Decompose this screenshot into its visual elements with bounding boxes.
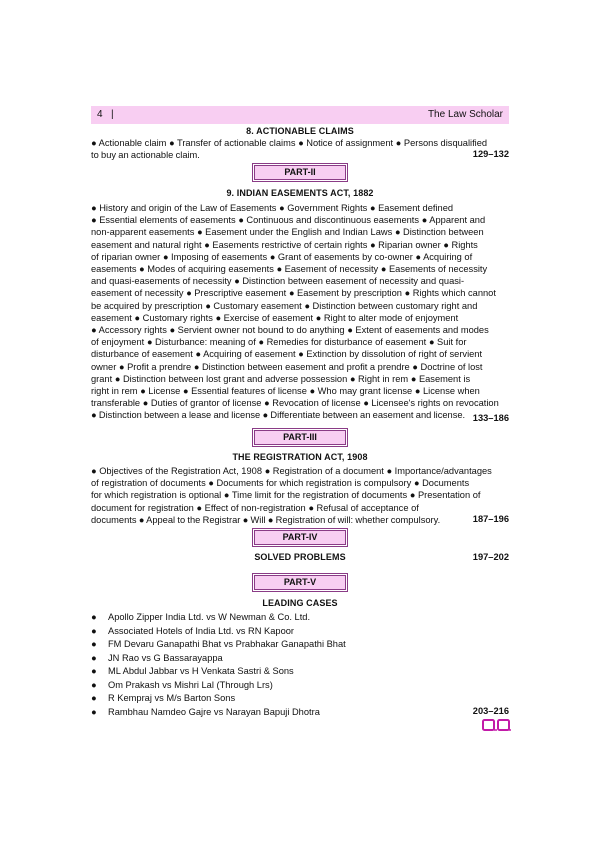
bullet-icon: ● <box>91 679 97 690</box>
registration-act-heading: THE REGISTRATION ACT, 1908 <box>232 452 368 462</box>
case-name: JN Rao vs G Bassarayappa <box>108 652 223 663</box>
topic-line: document for registration ● Effect of non-registration ● Refusal of acceptance of <box>91 502 419 513</box>
topic-line: owner ● Profit a prendre ● Distinction between easement and profit a prendre ● Doctrine of lost <box>91 361 483 372</box>
list-item <box>91 638 509 652</box>
case-name: ML Abdul Jabbar vs H Venkata Sastri & Sons <box>108 666 294 676</box>
topic-line: ● History and origin of the Law of Easements ● Government Rights ● Easement defined <box>91 203 454 213</box>
topic-line: of enjoyment ● Disturbance: meaning of ● Remedies for disturbance of easement ● Suit for <box>91 337 467 348</box>
list-item <box>91 652 509 666</box>
list-item <box>91 625 509 639</box>
topic-line: easements ● Modes of acquiring easements ● Easement of necessity ● Easements of necessity <box>91 264 488 275</box>
registration-act-topics <box>91 465 509 526</box>
solved-problems-pages: 197–202 <box>472 552 509 562</box>
bullet-icon: ● <box>91 625 97 636</box>
leading-cases-pages: 203–216 <box>472 706 509 716</box>
topic-line: right in rem ● License ● Essential features of license ● Who may grant license ● License when <box>91 386 480 397</box>
topic-line: grant ● Distinction between lost grant and adverse possession ● Right in rem ● Easement is <box>91 373 471 384</box>
list-item <box>91 679 509 693</box>
bullet-icon: ● <box>91 639 97 649</box>
part-iv-label: PART-IV <box>254 530 346 545</box>
leading-cases-list <box>91 611 509 719</box>
topic-line: transferable ● Duties of grantor of license ● Revocation of license ● Licensee's rights on revocation <box>91 398 499 409</box>
leading-cases-heading: LEADING CASES <box>262 598 338 608</box>
topic-line: ● Objectives of the Registration Act, 1908 ● Registration of a document ● Importance/advantages <box>91 466 492 476</box>
topic-line: easement ● Customary rights ● Exercise of easement ● Right to alter mode of enjoyment <box>91 312 459 323</box>
bullet-icon: ● <box>91 652 97 663</box>
topic-line: be acquired by prescription ● Customary easement ● Distinction between customary right and <box>91 300 478 311</box>
list-item <box>91 692 509 706</box>
topic-line: and quasi-easements of necessity ● Distinction between easement of necessity and quasi- <box>91 276 465 287</box>
topic-line: for which registration is optional ● Time limit for the registration of documents ● Presentation of <box>91 490 481 501</box>
actionable-claims-pages: 129–132 <box>472 149 509 159</box>
topic-line: of registration of documents ● Documents for which registration is compulsory ● Documents <box>91 478 470 489</box>
running-header <box>91 106 509 124</box>
book-title: The Law Scholar <box>427 109 503 120</box>
case-name: Apollo Zipper India Ltd. vs W Newman & Co. Ltd. <box>108 612 311 622</box>
topic-line: disturbance of easement ● Acquiring of easement ● Extinction by dissolution of right of servient <box>91 349 483 360</box>
list-item <box>91 706 509 720</box>
case-name: Om Prakash vs Mishri Lal (Through Lrs) <box>108 679 273 690</box>
part-iii-label: PART-III <box>254 430 346 445</box>
case-name: FM Devaru Ganapathi Bhat vs Prabhakar Ganapathi Bhat <box>108 639 346 649</box>
solved-problems-heading: SOLVED PROBLEMS <box>254 552 346 562</box>
actionable-claims-topics <box>91 137 509 161</box>
bullet-icon: ● <box>91 612 97 622</box>
easements-act-heading: 9. INDIAN EASEMENTS ACT, 1882 <box>226 188 374 198</box>
list-item <box>91 611 509 625</box>
topic-line: easement and natural right ● Easements restrictive of certain rights ● Riparian owner ● Rights <box>91 239 478 250</box>
bullet-icon: ● <box>91 666 97 676</box>
topic-line: to buy an actionable claim. <box>91 150 200 161</box>
list-item <box>91 665 509 679</box>
topic-line: non-apparent easements ● Easement under the English and Indian Laws ● Distinction between <box>91 227 484 238</box>
topic-line: ● Actionable claim ● Transfer of actionable claims ● Notice of assignment ● Persons disqualified <box>91 138 488 148</box>
case-name: Rambhau Namdeo Gajre vs Narayan Bapuji Dhotra <box>108 706 320 717</box>
part-v-label: PART-V <box>254 575 346 590</box>
case-name: Associated Hotels of India Ltd. vs RN Kapoor <box>108 625 295 636</box>
topic-line: of riparian owner ● Imposing of easements ● Grant of easements by co-owner ● Acquiring of <box>91 251 473 262</box>
topic-line: ● Distinction between a lease and license ● Differentiate between an easement and license. <box>91 410 466 421</box>
topic-line: ● Essential elements of easements ● Continuous and discontinuous easements ● Apparent and <box>91 215 486 226</box>
double-square-end-icon <box>482 719 512 731</box>
topic-line: easement of necessity ● Prescriptive easement ● Easement by prescription ● Rights which cannot <box>91 288 496 299</box>
easements-act-pages: 133–186 <box>472 413 509 423</box>
bullet-icon: ● <box>91 706 97 717</box>
bullet-icon: ● <box>91 693 97 703</box>
header-separator: | <box>111 109 114 120</box>
easements-act-topics <box>91 202 509 422</box>
case-name: R Kempraj vs M/s Barton Sons <box>108 693 236 703</box>
actionable-claims-heading: 8. ACTIONABLE CLAIMS <box>246 126 354 136</box>
page-number: 4 <box>97 109 103 120</box>
part-ii-label: PART-II <box>254 165 346 180</box>
topic-line: ● Accessory rights ● Servient owner not bound to do anything ● Extent of easements and modes <box>91 325 489 336</box>
registration-act-pages: 187–196 <box>472 514 509 524</box>
topic-line: documents ● Appeal to the Registrar ● Will ● Registration of will: whether compulsory. <box>91 514 441 525</box>
